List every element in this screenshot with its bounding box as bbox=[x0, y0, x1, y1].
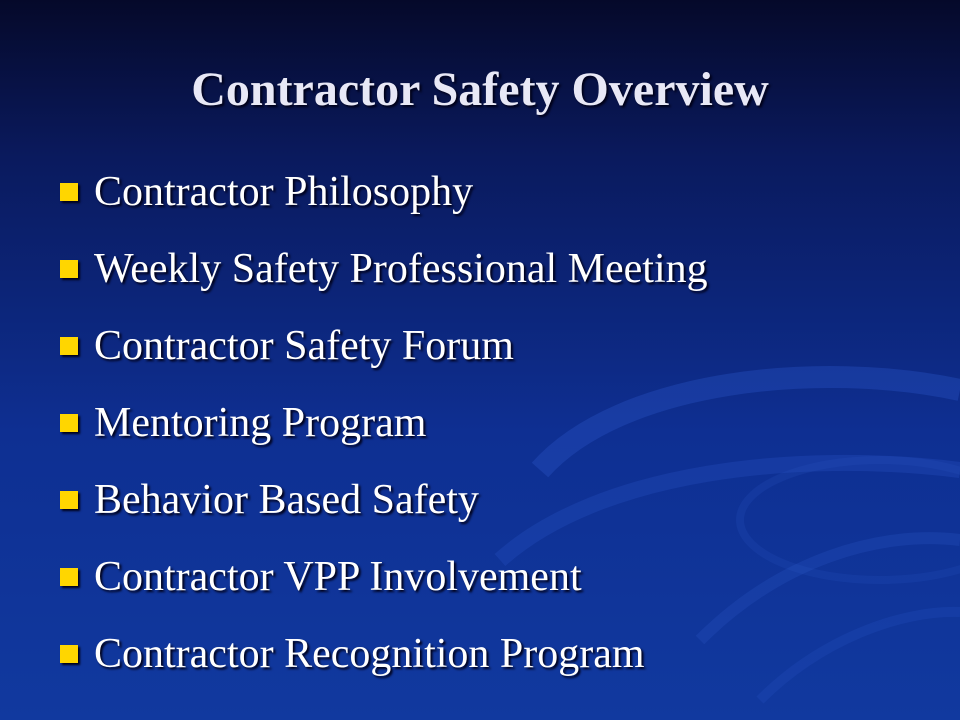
bullet-item bbox=[60, 615, 940, 692]
bullet-item bbox=[60, 384, 940, 461]
square-bullet-icon bbox=[60, 491, 78, 509]
bullet-text: Contractor Philosophy bbox=[94, 168, 474, 215]
square-bullet-icon bbox=[60, 337, 78, 355]
slide-title: Contractor Safety Overview bbox=[191, 63, 769, 116]
bullet-item bbox=[60, 461, 940, 538]
square-bullet-icon bbox=[60, 414, 78, 432]
bullet-item bbox=[60, 538, 940, 615]
square-bullet-icon bbox=[60, 645, 78, 663]
bullet-text: Mentoring Program bbox=[94, 399, 427, 446]
square-bullet-icon bbox=[60, 568, 78, 586]
bullet-list bbox=[60, 153, 940, 692]
bullet-text: Contractor VPP Involvement bbox=[94, 553, 582, 600]
bullet-item bbox=[60, 153, 940, 230]
square-bullet-icon bbox=[60, 183, 78, 201]
bullet-text: Weekly Safety Professional Meeting bbox=[94, 245, 708, 292]
bullet-text: Contractor Recognition Program bbox=[94, 630, 645, 677]
bullet-text: Contractor Safety Forum bbox=[94, 322, 514, 369]
bullet-item bbox=[60, 230, 940, 307]
bullet-item bbox=[60, 307, 940, 384]
bullet-text: Behavior Based Safety bbox=[94, 476, 479, 523]
square-bullet-icon bbox=[60, 260, 78, 278]
